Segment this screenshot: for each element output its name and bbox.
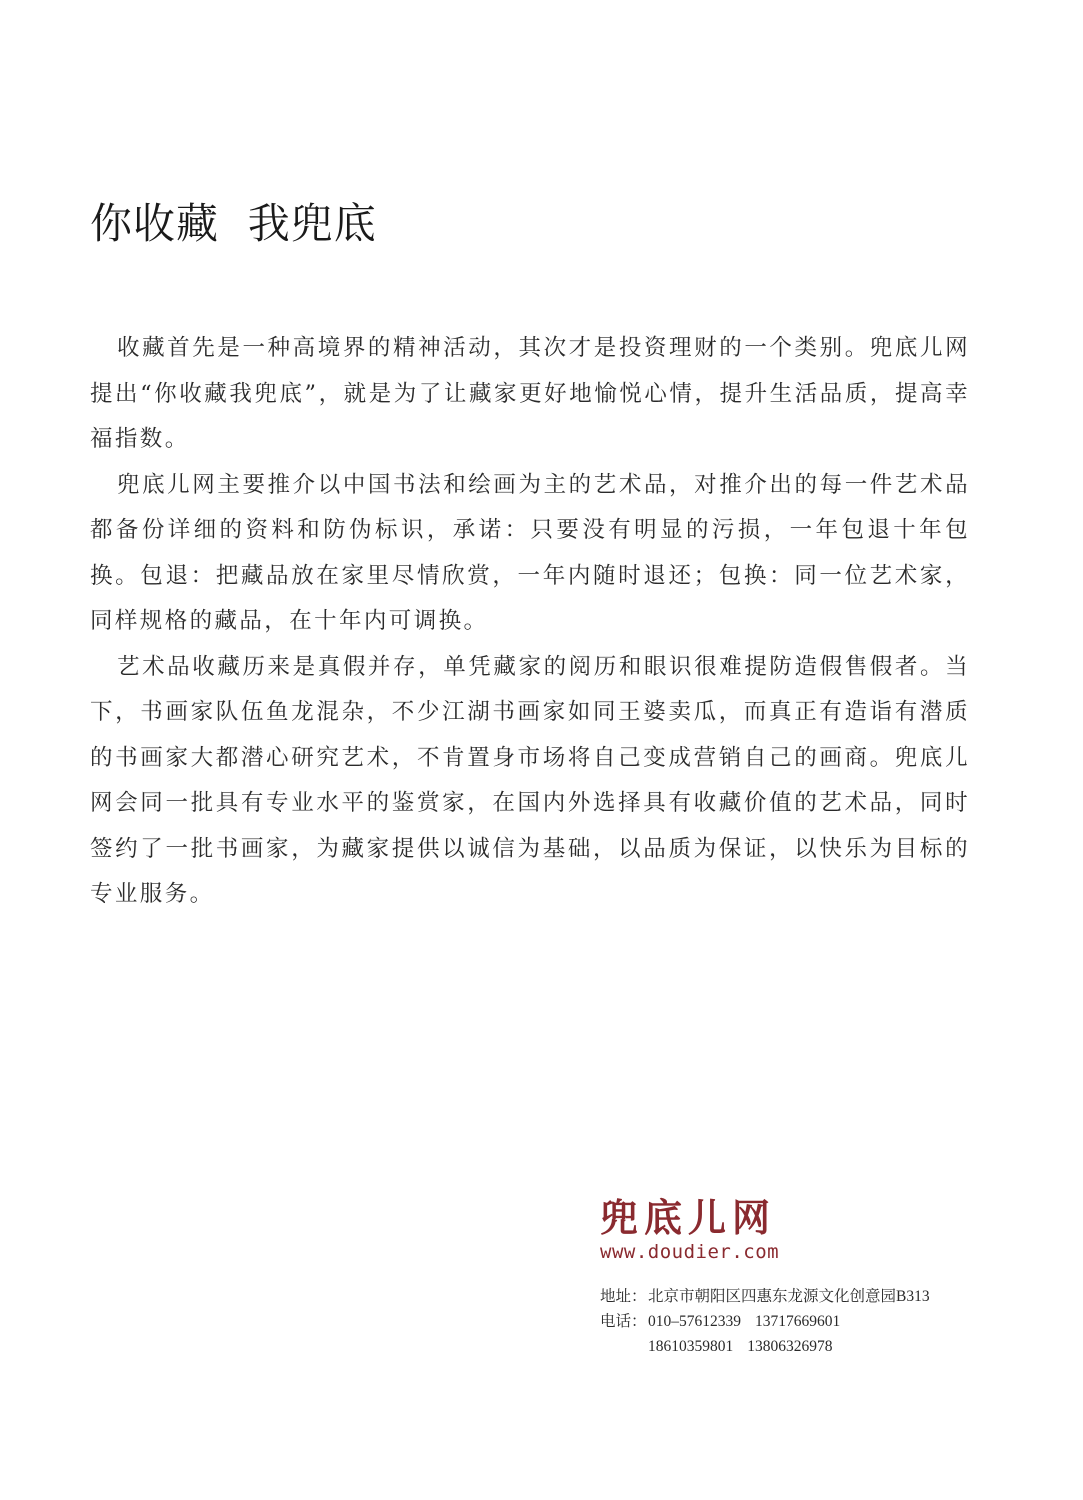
phone-number: 13806326978 xyxy=(747,1338,833,1355)
page-title: 你收藏 我兜底 xyxy=(90,199,377,248)
phone-number: 18610359801 xyxy=(648,1338,734,1355)
phone-number: 13717669601 xyxy=(755,1313,841,1330)
phone-label: 电话： xyxy=(600,1313,647,1330)
brand-logo: 兜底儿网 xyxy=(600,1195,777,1240)
phone-row xyxy=(600,1334,930,1359)
address-value: 北京市朝阳区四惠东龙源文化创意园B313 xyxy=(648,1288,930,1305)
address-row xyxy=(600,1284,930,1309)
paragraph: 收藏首先是一种高境界的精神活动，其次才是投资理财的一个类别。兜底儿网提出“你收藏我兜底”，就是为了让藏家更好地愉悦心情，提升生活品质，提高幸福指数。 xyxy=(90,335,970,452)
phone-row xyxy=(600,1309,930,1334)
article-body xyxy=(90,326,970,918)
paragraph: 兜底儿网主要推介以中国书法和绘画为主的艺术品，对推介出的每一件艺术品都备份详细的资料和防伪标识，承诺：只要没有明显的污损，一年包退十年包换。包退：把藏品放在家里尽情欣赏，一年内随时退还；包换：同一位艺术家，同样规格的藏品，在十年内可调换。 xyxy=(90,471,970,634)
website-url: www.doudier.com xyxy=(600,1241,780,1263)
phone-number: 010–57612339 xyxy=(648,1313,741,1330)
address-label: 地址： xyxy=(600,1288,647,1305)
contact-info xyxy=(600,1284,930,1359)
paragraph: 艺术品收藏历来是真假并存，单凭藏家的阅历和眼识很难提防造假售假者。当下，书画家队伍鱼龙混杂，不少江湖书画家如同王婆卖瓜，而真正有造诣有潜质的书画家大都潜心研究艺术，不肯置身市场将自己变成营销自己的画商。兜底儿网会同一批具有专业水平的鉴赏家，在国内外选择具有收藏价值的艺术品，同时签约了一批书画家，为藏家提供以诚信为基础，以品质为保证，以快乐为目标的专业服务。 xyxy=(90,653,970,907)
